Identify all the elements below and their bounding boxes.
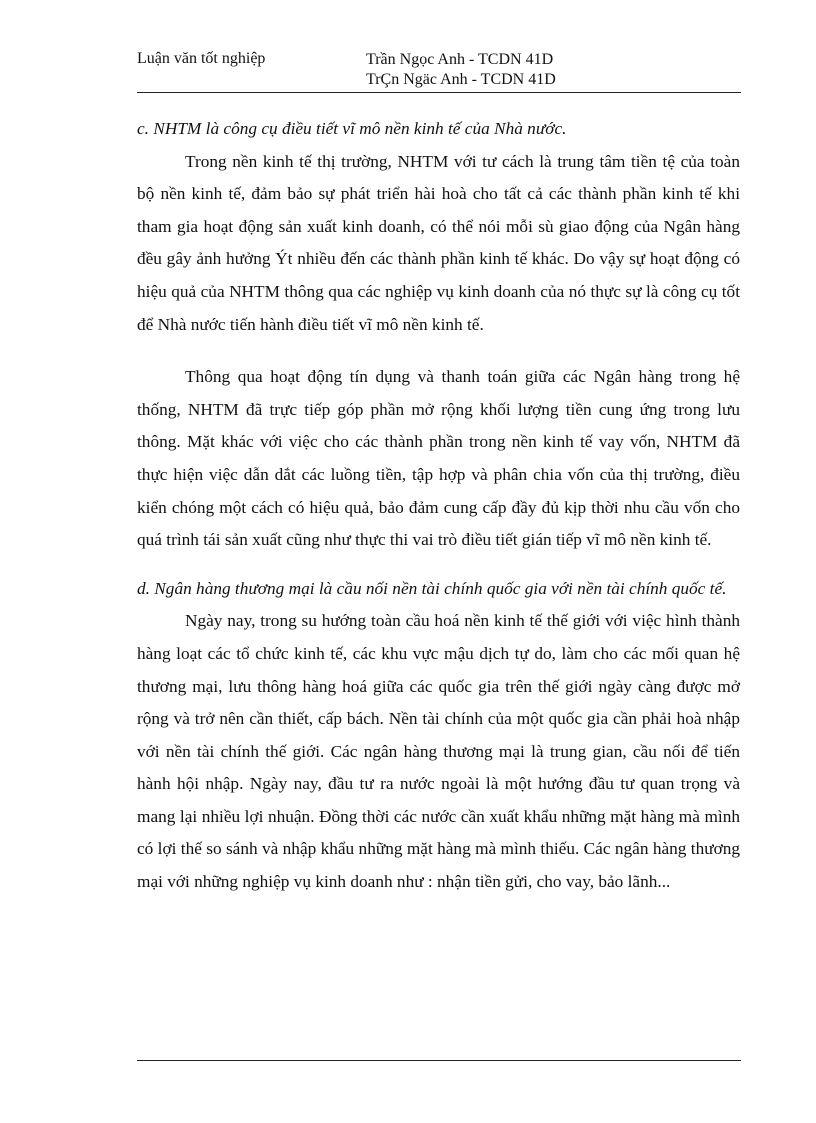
section-c-heading: c. NHTM là công cụ điều tiết vĩ mô nền kinh tế của Nhà nước. [137, 119, 567, 138]
footer-divider [137, 1060, 741, 1061]
document-body [137, 113, 740, 899]
section-d-paragraph-1: Ngày nay, trong su hướng toàn cầu hoá nền kinh tế thế giới với việc hình thành hàng loạt các tổ chức kinh tế, các khu vực mậu dịch tự do, làm cho các mối quan hệ thương mại, lưu thông hàng hoá giữa các quốc gia trên thế giới ngày càng được mở rộng và trở nên cần thiết, cấp bách. Nền tài chính của một quốc gia cần phải hoà nhập với nền tài chính thế giới. Các ngân hàng thương mại là trung gian, cầu nối để tiến hành hội nhập. Ngày nay, đầu tư ra nước ngoài là một hướng đầu tư quan trọng và mang lại nhiều lợi nhuận. Đồng thời các nước cần xuất khẩu những mặt hàng mà mình có lợi thế so sánh và nhập khẩu những mặt hàng mà mình thiếu. Các ngân hàng thương mại với những nghiệp vụ kinh doanh như : nhận tiền gửi, cho vay, bảo lãnh... [137, 611, 740, 892]
header-divider [137, 92, 741, 93]
paragraph-spacer [137, 557, 740, 573]
paragraph-spacer [137, 341, 740, 361]
section-c-paragraph-1: Trong nền kinh tế thị trường, NHTM với tư cách là trung tâm tiền tệ của toàn bộ nền kinh tế, đảm bảo sự phát triển hài hoà cho tất cả các thành phần kinh tế khi tham gia hoạt động sản xuất kinh doanh, có thể nói mỗi sù giao động của Ngân hàng đều gây ảnh hưởng Ýt nhiều đến các thành phần kinh tế khác. Do vậy sự hoạt động có hiệu quả của NHTM thông qua các nghiệp vụ kinh doanh của nó thực sự là công cụ tốt để Nhà nước tiến hành điều tiết vĩ mô nền kinh tế. [137, 151, 740, 334]
header-author-line-1: Trần Ngọc Anh - TCDN 41D [366, 51, 554, 68]
section-d-heading: d. Ngân hàng thương mại là cầu nối nền tài chính quốc gia với nền tài chính quốc tế. [137, 578, 727, 598]
section-c-paragraph-2: Thông qua hoạt động tín dụng và thanh toán giữa các Ngân hàng trong hệ thống, NHTM đã trực tiếp góp phần mở rộng khối lượng tiền cung ứng trong lưu thông. Mặt khác với việc cho các thành phần trong nền kinh tế vay vốn, NHTM đã thực hiện việc dẫn dắt các luồng tiền, tập hợp và phân chia vốn của thị trường, điều kiển chóng một cách có hiệu quả, bảo đảm cung cấp đầy đủ kịp thời nhu cầu vốn cho quá trình tái sản xuất cũng như thực thi vai trò điều tiết gián tiếp vĩ mô nền kinh tế. [137, 367, 740, 550]
header-author-line-2: TrÇn Ngäc Anh - TCDN 41D [366, 71, 556, 88]
header-author [366, 50, 556, 90]
header-thesis-label: Luận văn tốt nghiệp [137, 50, 266, 67]
